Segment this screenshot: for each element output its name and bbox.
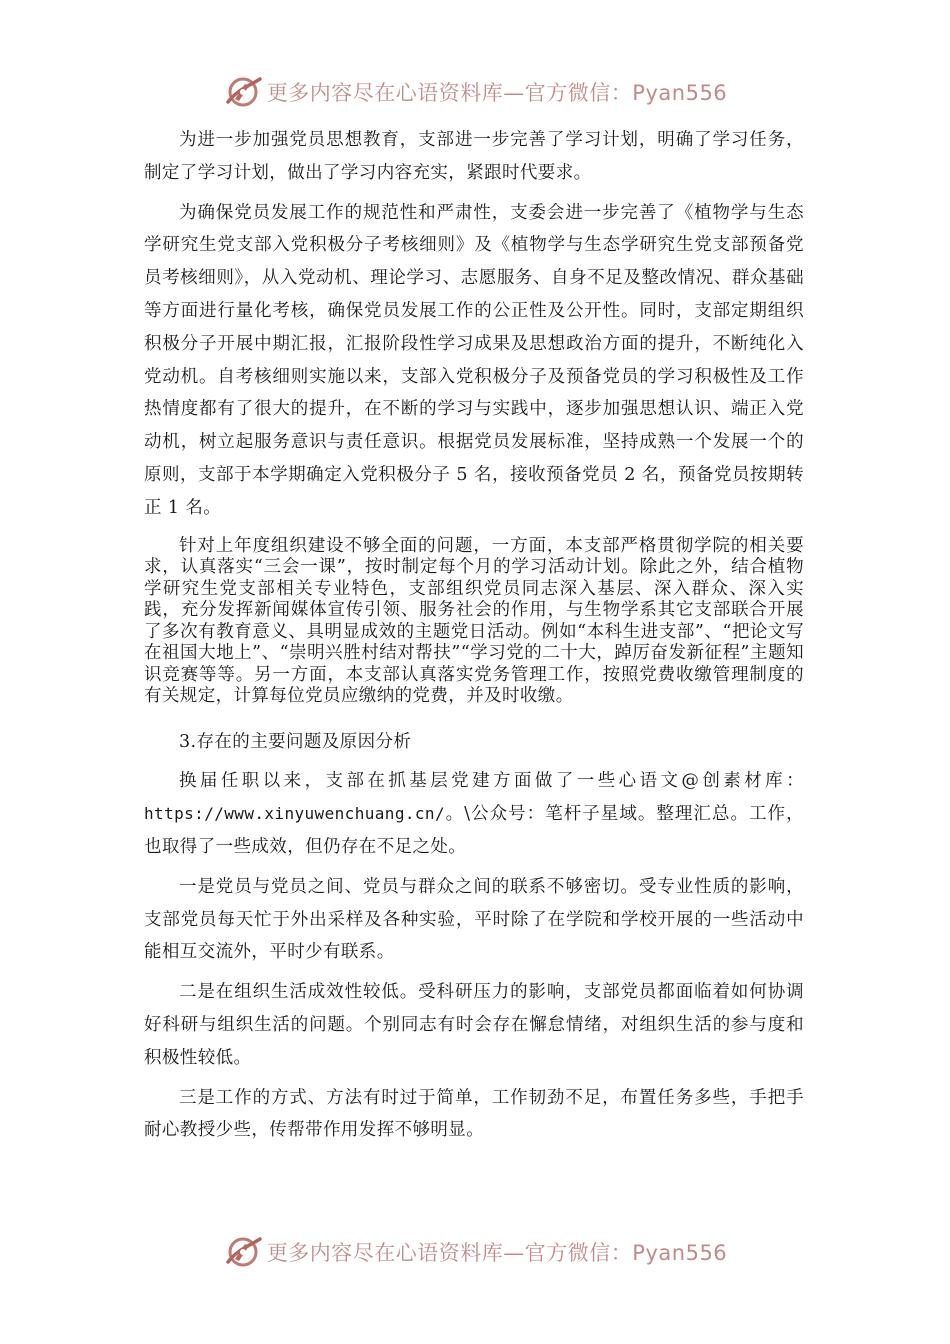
paragraph-problem-three: 三是工作的方式、方法有时过于简单，工作韧劲不足，布置任务多些，手把手耐心教授少些，传帮带作用发挥不够明显。 [144,1087,804,1141]
organization-text-part1: 针对上年度组织建设不够全面的问题，一方面，本支部严格贯彻学院的相关要求，认真落实“三会一课”，按时制定每个月的学习活动计划。除此之外，结合植物学研究生党支部相关专业特色，支部组织党员同志深入基层、深入群众、深入实践，充分发挥新闻媒体宣传引领、服务社会的作用，与生物学系其它支部联合开展了多次有教育意义、具明显成效的主题党日活动。例如“本科生进支部”、“把论文写在祖国大地上”、“崇明兴胜村结对帮扶”“学习党的二十大，踔厉奋发新征程” [144,535,804,664]
organization-text-part2: 等等。另一方面，本支部认真落实党务管理工作，按照党费收缴管理制度的有关规定，计算每位党员应缴纳的党费，并及时收缴。 [144,664,805,707]
footer-watermark-banner [0,1230,950,1274]
paragraph-problem-one: 一是党员与党员之间、党员与群众之间的联系不够密切。受专业性质的影响，支部党员每天忙于外出采样及各种实验，平时除了在学院和学校开展的一些活动中能相互交流外，平时少有联系。 [144,876,804,963]
source-url-link[interactable]: https://www.xinyuwenchuang.cn/ [144,804,445,824]
banner-text: 更多内容尽在心语资料库—官方微信：Pyan556 [266,1241,728,1265]
paragraph-organization-building [144,536,804,708]
organization-text-contest: 主题知识竞赛 [144,643,804,685]
paragraph-member-development: 为确保党员发展工作的规范性和严肃性，支委会进一步完善了《植物学与生态学研究生党支部入党积极分子考核细则》及《植物学与生态学研究生党支部预备党员考核细则》，从入党动机、理论学习、志愿服务、自身不足及整改情况、群众基础等方面进行量化考核，确保党员发展工作的公正性及公开性。同时，支部定期组织积极分子开展中期汇报，汇报阶段性学习成果及思想政治方面的提升，不断纯化入党动机。自考核细则实施以来，支部入党积极分子及预备党员的学习积极性及工作热情度都有了很大的提升，在不断的学习与实践中，逐步加强思想认识、端正入党动机，树立起服务意识与责任意识。根据党员发展标准，坚持成熟一个发展一个的原则，支部于本学期确定入党积极分子 5 名，接收预备党员 2 名，预备党员按期转正 1 名。 [144,202,804,518]
paragraph-study-plan: 为进一步加强党员思想教育，支部进一步完善了学习计划，明确了学习任务，制定了学习计划，做出了学习内容充实，紧跟时代要求。 [144,130,804,183]
paragraph-problem-two: 二是在组织生活成效性较低。受科研压力的影响，支部党员都面临着如何协调好科研与组织生活的问题。个别同志有时会存在懈怠情绪，对组织生活的参与度和积极性较低。 [144,982,804,1068]
intro-text-part2: 。\公众号：笔杆子星域。整理汇总。工作，也取得了一些成效，但仍存在不足之处。 [144,804,804,857]
banner-text: 更多内容尽在心语资料库—官方微信：Pyan556 [266,81,728,105]
brand-logo-icon [223,1232,263,1272]
header-watermark-banner [0,70,950,114]
brand-logo-icon [223,72,263,112]
document-body [144,124,804,1147]
section-heading-problems: 3.存在的主要问题及原因分析 [179,731,412,752]
paragraph-problems-intro [144,765,804,863]
intro-text-part1: 换届任职以来，支部在抓基层党建方面做了一些心语文@创素材库： [179,771,804,792]
